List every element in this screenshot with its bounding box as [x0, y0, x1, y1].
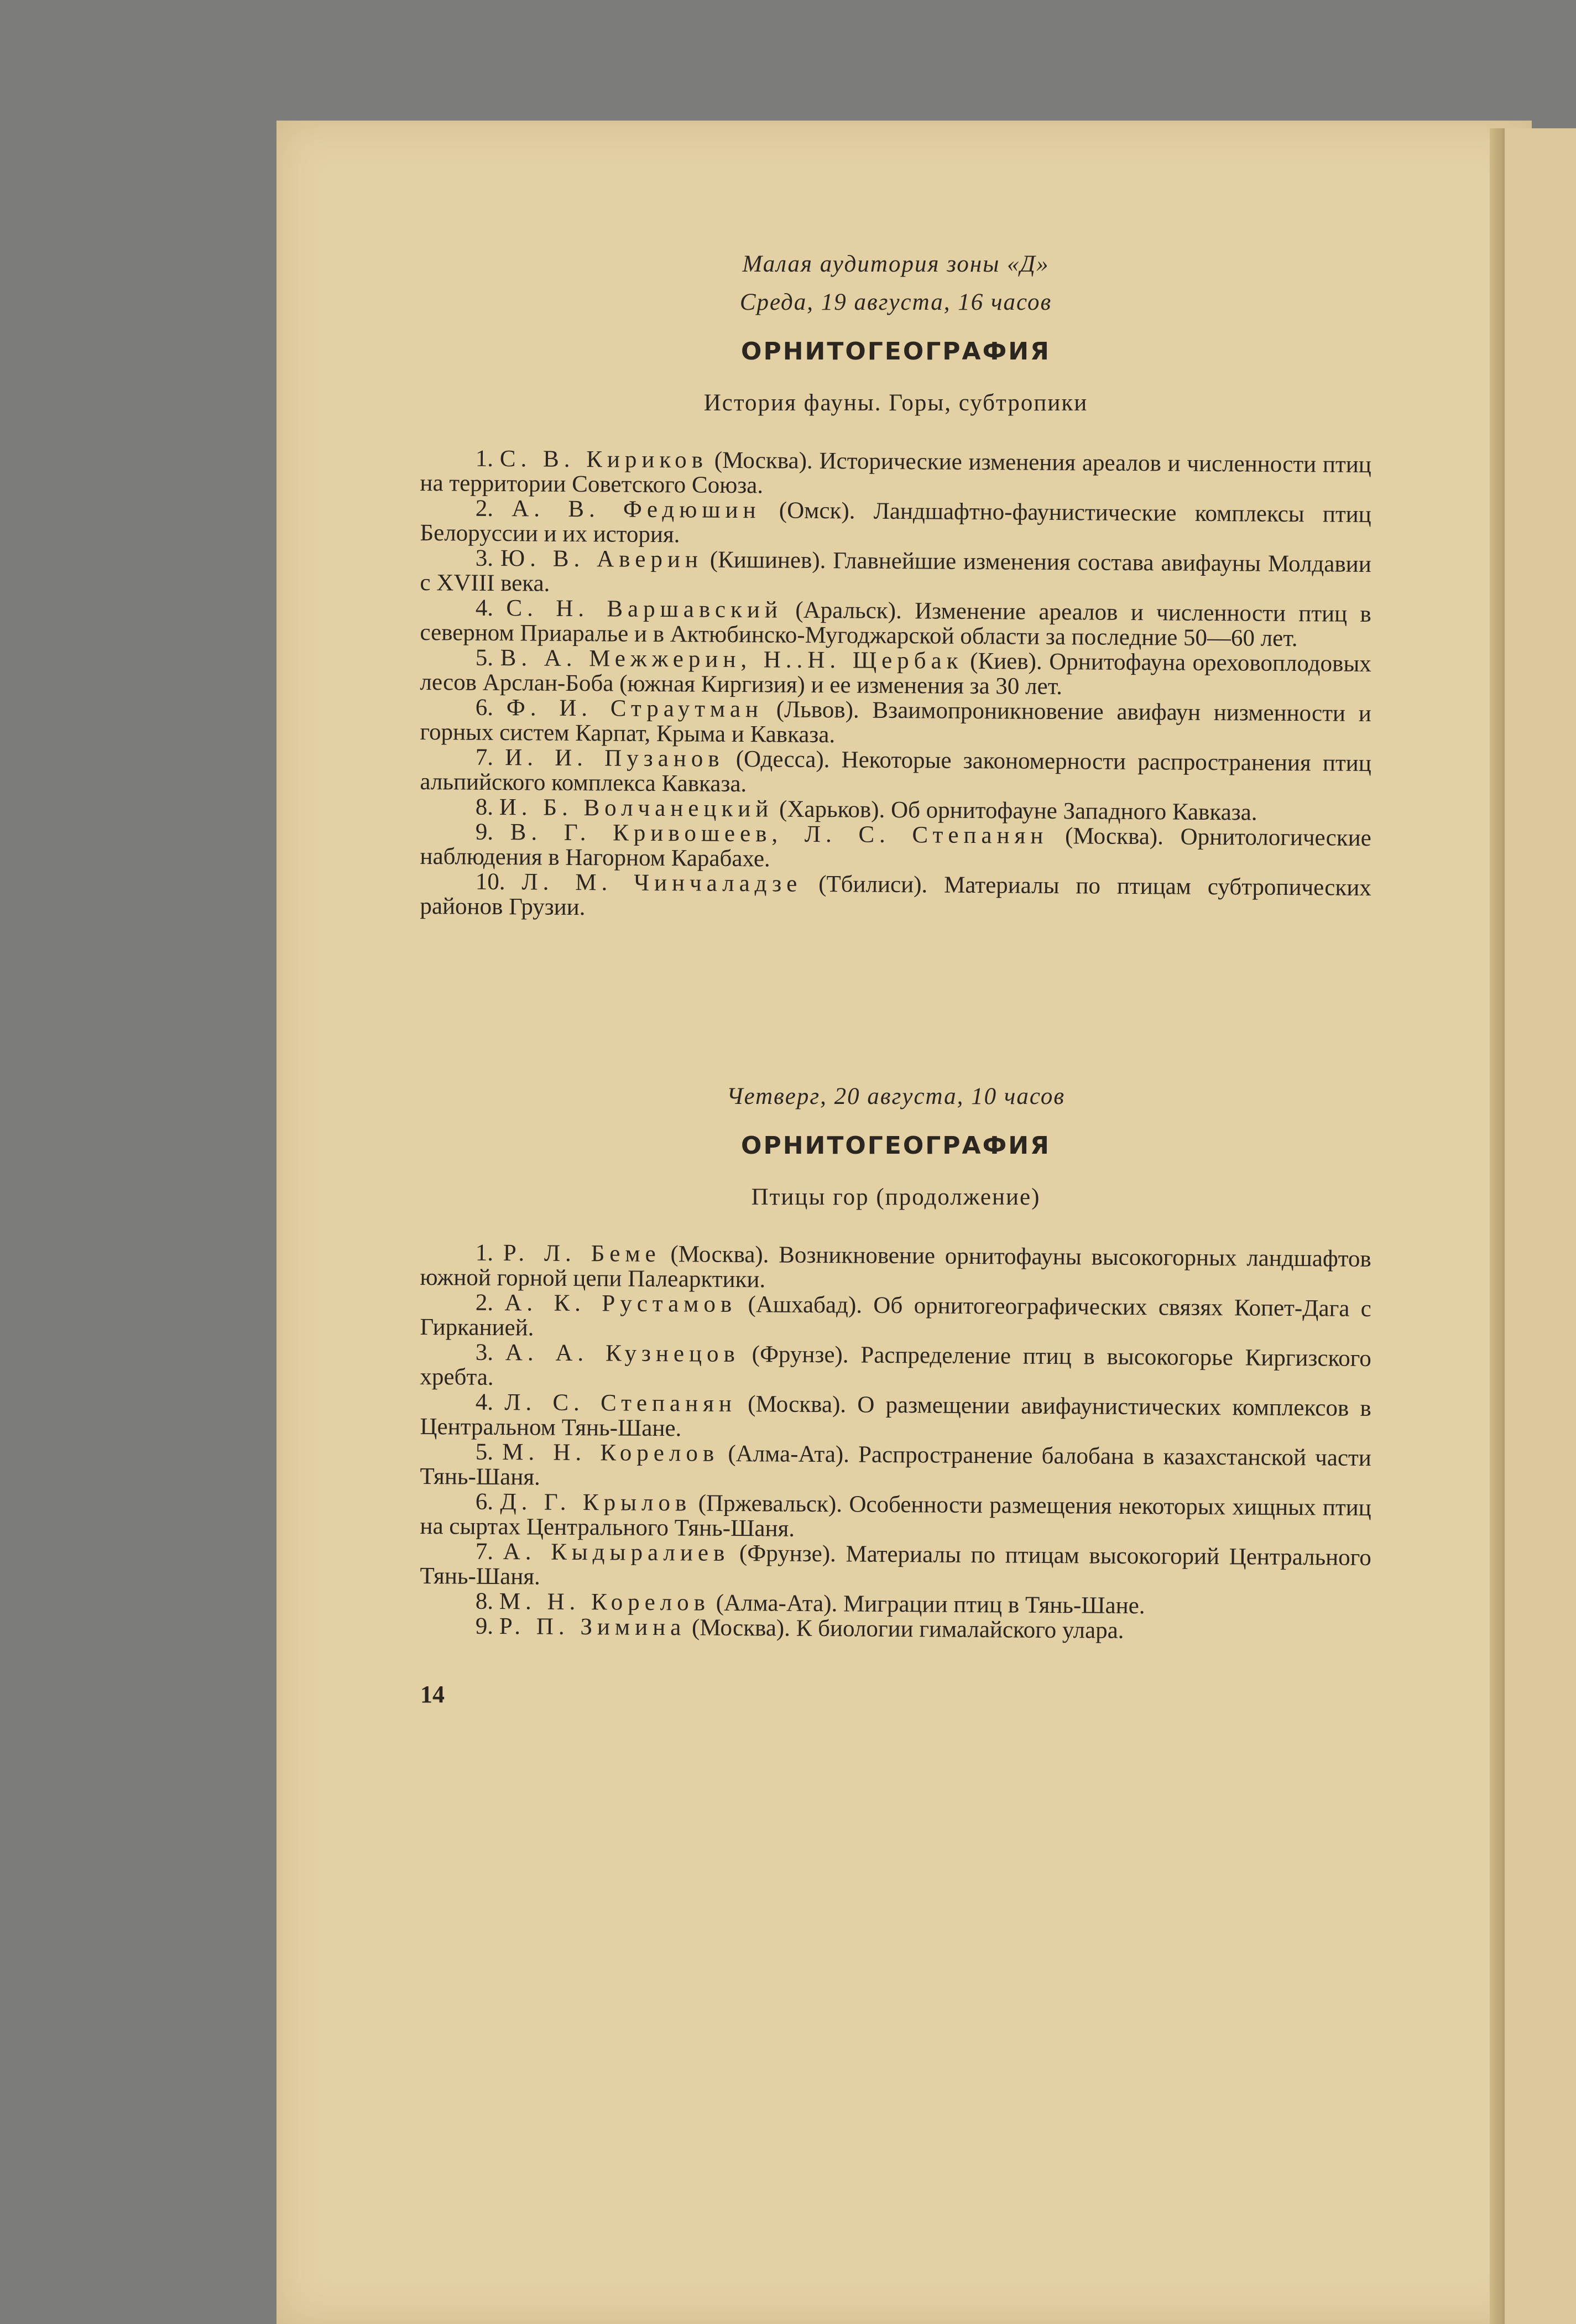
talk-author: А. К. Рустамов: [504, 1290, 737, 1317]
talk-entry: [420, 1340, 1371, 1396]
talk-author: Л. М. Чинчаладзе: [521, 869, 802, 897]
talk-entry: [420, 869, 1371, 925]
page-number: 14: [420, 1681, 445, 1708]
section-heading: ОРНИТОГЕОГРАФИЯ: [741, 337, 1051, 366]
talk-title: (Львов). Взаимопроникновение авифаун низменности и горных систем Карпат, Крыма и Кавказа.: [420, 696, 1371, 748]
talk-number: 10.: [475, 868, 505, 895]
talk-entry: [420, 496, 1371, 552]
talk-author: Д. Г. Крылов: [500, 1489, 692, 1517]
talk-author: Л. С. Степанян: [504, 1389, 737, 1417]
talk-title: (Пржевальск). Особенности размещения некоторых хищных птиц на сыртах Центрального Тянь-Шаня.: [420, 1490, 1371, 1542]
talk-title: (Москва). Исторические изменения ареалов и численности птиц на территории Советского Союза.: [420, 447, 1371, 499]
talk-author: Ф. И. Страутман: [506, 695, 764, 723]
section-wednesday: [420, 252, 1371, 919]
talk-entry: [420, 645, 1371, 701]
talk-list: [420, 446, 1371, 919]
talk-author: В. А. Межжерин, Н..Н. Щербак: [500, 645, 963, 674]
talk-number: 8.: [475, 794, 494, 820]
talk-number: 6.: [475, 694, 494, 721]
talk-title: (Москва). К биологии гималайского улара.: [686, 1614, 1124, 1644]
talk-author: М. Н. Корелов: [499, 1588, 711, 1616]
talk-title: (Одесса). Некоторые закономерности распространения птиц альпийского комплекса Кавказа.: [420, 746, 1371, 798]
talk-title: (Киев). Орнитофауна ореховоплодовых лесов Арслан-Боба (южная Киргизия) и ее изменения за 30 лет.: [420, 648, 1371, 700]
talk-number: 3.: [475, 545, 494, 571]
talk-entry: [420, 1489, 1371, 1545]
section-heading: ОРНИТОГЕОГРАФИЯ: [741, 1132, 1051, 1160]
talk-author: М. Н. Корелов: [502, 1439, 719, 1467]
talk-list: [420, 1239, 1371, 1644]
talk-author: Р. П. Зимина: [499, 1613, 686, 1641]
talk-title: (Омск). Ландшафтно-фаунистические комплексы птиц Белоруссии и их история.: [420, 497, 1371, 548]
talk-title: (Харьков). Об орнитофауне Западного Кавказа.: [773, 796, 1257, 826]
talk-number: 9.: [475, 1613, 494, 1639]
talk-entry: [420, 1290, 1371, 1346]
talk-title: (Ашхабад). Об орнитогеографических связях Копет-Дага с Гирканией.: [420, 1291, 1371, 1341]
talk-title: (Кишинев). Главнейшие изменения состава авифауны Молдавии с XVIII века.: [420, 546, 1371, 597]
talk-author: А. Кыдыралиев: [503, 1539, 730, 1566]
talk-entry: [420, 744, 1371, 801]
talk-author: И. И. Пузанов: [505, 744, 724, 772]
talk-entry: [420, 446, 1371, 502]
talk-number: 5.: [475, 1439, 494, 1465]
talk-number: 2.: [475, 495, 494, 522]
talk-author: С. Н. Варшавский: [506, 595, 783, 623]
talk-author: Р. Л. Беме: [503, 1240, 661, 1268]
talk-author: А. А. Кузнецов: [505, 1340, 740, 1368]
talk-author: В. Г. Кривошеев, Л. С. Степанян: [510, 819, 1048, 849]
section-subheading: История фауны. Горы, субтропики: [703, 390, 1088, 416]
talk-number: 4.: [475, 1389, 494, 1415]
talk-number: 1.: [475, 445, 494, 472]
talk-number: 2.: [475, 1289, 494, 1316]
talk-number: 8.: [475, 1588, 494, 1614]
talk-author: С. В. Кириков: [499, 446, 708, 473]
talk-entry: [420, 695, 1371, 751]
page-gutter: [1490, 128, 1504, 2324]
section-subheading: Птицы гор (продолжение): [751, 1184, 1041, 1210]
talk-author: Ю. В. Аверин: [500, 545, 703, 573]
talk-number: 5.: [475, 644, 494, 671]
venue-line: Малая аудитория зоны «Д»: [742, 251, 1050, 277]
talk-title: (Алма-Ата). Миграции птиц в Тянь-Шане.: [709, 1590, 1145, 1619]
section-thursday: [420, 1083, 1371, 1644]
talk-number: 9.: [475, 819, 494, 845]
talk-title: (Москва). Возникновение орнитофауны высокогорных ландшафтов южной горной цепи Палеарктики.: [420, 1241, 1371, 1293]
talk-title: (Фрунзе). Распределение птиц в высокогорье Киргизского хребта.: [420, 1341, 1371, 1390]
talk-title: (Аральск). Изменение ареалов и численности птиц в северном Приаралье и в Актюбинско-Мугоджарской области за последние 50—60 лет.: [420, 597, 1371, 652]
talk-title: (Тбилиси). Материалы по птицам субтропических районов Грузии.: [420, 871, 1371, 921]
talk-number: 7.: [475, 1538, 494, 1565]
session-datetime: Четверг, 20 августа, 10 часов: [726, 1083, 1066, 1109]
session-datetime: Среда, 19 августа, 16 часов: [739, 289, 1052, 315]
talk-number: 6.: [475, 1488, 494, 1515]
talk-entry: [420, 1539, 1371, 1595]
facing-page-edge: [1503, 128, 1576, 2324]
talk-number: 4.: [475, 595, 494, 621]
talk-title: (Алма-Ата). Распространение балобана в казахстанской части Тянь-Шаня.: [420, 1440, 1371, 1491]
talk-number: 7.: [475, 744, 494, 770]
talk-entry: [420, 819, 1371, 876]
talk-entry: [420, 1439, 1371, 1496]
talk-entry: [420, 595, 1371, 652]
talk-number: 1.: [475, 1239, 494, 1266]
talk-entry: [420, 1389, 1371, 1446]
talk-title: (Москва). О размещении авифаунистических комплексов в Центральном Тянь-Шане.: [420, 1390, 1371, 1442]
talk-entry: [420, 1240, 1371, 1296]
talk-entry: [420, 545, 1371, 602]
talk-title: (Фрунзе). Материалы по птицам высокогорий Центрального Тянь-Шаня.: [420, 1540, 1371, 1590]
talk-author: И. Б. Волчанецкий: [499, 794, 774, 822]
talk-title: (Москва). Орнитологические наблюдения в Нагорном Карабахе.: [420, 822, 1371, 872]
talk-author: А. В. Федюшин: [512, 496, 761, 524]
talk-number: 3.: [475, 1339, 494, 1366]
